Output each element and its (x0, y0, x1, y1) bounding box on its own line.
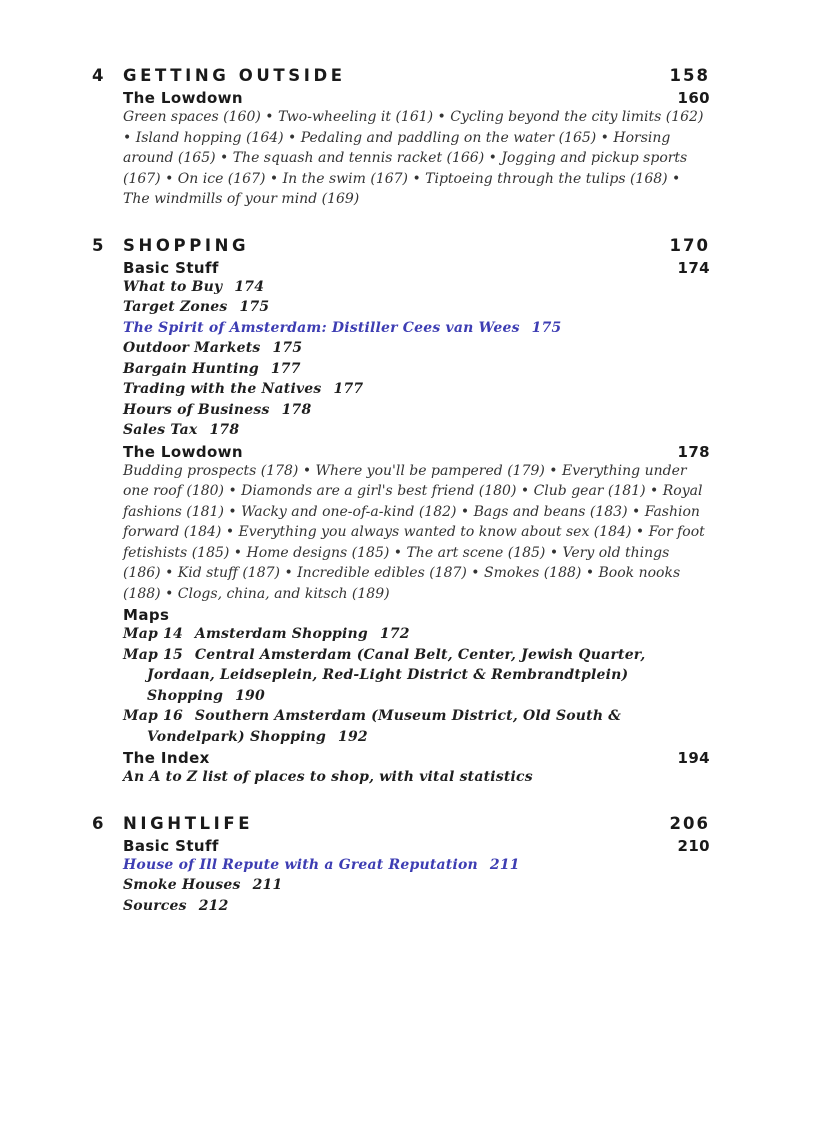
entry-page: 174 (234, 278, 265, 295)
map-entry[interactable] (123, 645, 710, 707)
entry-title: Outdoor Markets (123, 340, 261, 356)
entry-title: House of Ill Repute with a Great Reputation (123, 856, 478, 873)
entry-page: 211 (489, 856, 520, 873)
map-entry[interactable] (123, 706, 710, 747)
entry-title: Hours of Business (123, 401, 270, 418)
map-title: Central Amsterdam (Canal Belt, Center, Jewish Quarter, Jordaan, Leidseplein, Red-Light District & Rembrandtplein) Shopping (147, 646, 646, 704)
lowdown-description: Budding prospects (178) • Where you'll be pampered (179) • Everything under one roof (180) • Diamonds are a girl's best friend (180) • Club gear (181) • Royal fashions (181) • Wacky and one-of-a-kind (182) • Bags and beans (183) • Fashion forward (184) • Everything you always wanted to know about sex (184) • For foot fetishists (185) • Home designs (185) • The art scene (185) • Very old things (186) • Kid stuff (187) • Incredible edibles (187) • Smokes (188) • Book nooks (188) • Clogs, china, and kitsch (189) (123, 462, 705, 602)
chapter-title: NIGHTLIFE (123, 813, 254, 833)
table-of-contents (92, 66, 710, 916)
entry-title: The Spirit of Amsterdam: Distiller Cees van Wees (123, 319, 520, 336)
toc-entry[interactable] (123, 400, 710, 421)
index-description: An A to Z list of places to shop, with vital statistics (123, 769, 533, 785)
chapter-page: 170 (669, 235, 710, 255)
chapter-heading (92, 814, 710, 833)
entry-page: 178 (281, 401, 312, 418)
toc-entry[interactable] (123, 896, 710, 917)
section-heading (123, 259, 710, 277)
chapter-page: 206 (669, 813, 710, 833)
section-label: The Lowdown (123, 89, 244, 107)
section-label: Basic Stuff (123, 836, 219, 855)
chapter-heading (92, 236, 710, 255)
entry-title: Bargain Hunting (123, 360, 259, 377)
chapter-number: 6 (92, 813, 108, 833)
chapter-number: 5 (92, 235, 108, 255)
map-page: 172 (379, 626, 410, 642)
entry-title: Sources (123, 897, 187, 914)
chapter-page: 158 (669, 66, 710, 85)
chapter-title: SHOPPING (123, 235, 250, 255)
section-heading (123, 749, 710, 767)
section-label: Maps (123, 606, 170, 624)
chapter-number: 4 (92, 66, 108, 85)
chapter-heading (92, 66, 710, 85)
map-page: 190 (235, 687, 265, 704)
toc-entry-feature[interactable] (123, 855, 710, 876)
toc-entry[interactable] (123, 338, 710, 359)
toc-entry[interactable] (123, 297, 710, 318)
toc-entry[interactable] (123, 420, 710, 441)
toc-entry[interactable] (123, 277, 710, 298)
section-page: 174 (677, 258, 710, 277)
section-page: 194 (677, 749, 710, 767)
section-label: The Index (123, 749, 210, 767)
section-label: The Lowdown (123, 442, 244, 461)
map-number: Map 16 (123, 708, 183, 724)
map-title: Southern Amsterdam (Museum District, Old South & Vondelpark) Shopping (147, 708, 622, 745)
map-title: Amsterdam Shopping (194, 626, 368, 642)
chapter-title: GETTING OUTSIDE (123, 66, 346, 85)
entry-page: 177 (270, 360, 301, 377)
entry-page: 175 (272, 340, 303, 356)
map-entry[interactable] (123, 624, 710, 645)
section-heading (123, 89, 710, 107)
section-heading (123, 443, 710, 461)
lowdown-description: Green spaces (160) • Two-wheeling it (161) • Cycling beyond the city limits (162) • Island hopping (164) • Pedaling and paddling on the water (165) • Horsing around (165) • The squash and tennis racket (166) • Jogging and pickup sports (167) • On ice (167) • In the swim (167) • Tiptoeing through the tulips (168) • The windmills of your mind (169) (123, 109, 704, 207)
map-page: 192 (338, 728, 368, 745)
entry-page: 178 (209, 422, 240, 438)
entry-page: 175 (239, 299, 270, 315)
entry-page: 175 (531, 319, 562, 336)
toc-entry[interactable] (123, 359, 710, 380)
entry-page: 211 (252, 877, 283, 893)
entry-page: 177 (333, 381, 364, 397)
toc-entry[interactable] (123, 379, 710, 400)
map-number: Map 15 (123, 646, 183, 663)
section-page: 178 (677, 442, 710, 461)
section-page: 160 (677, 89, 710, 107)
section-heading (123, 606, 710, 624)
entry-title: Sales Tax (123, 422, 198, 438)
section-label: Basic Stuff (123, 258, 219, 277)
map-number: Map 14 (123, 626, 183, 642)
entry-title: Trading with the Natives (123, 381, 322, 397)
toc-entry-feature[interactable] (123, 318, 710, 339)
entry-title: Smoke Houses (123, 877, 241, 893)
section-page: 210 (677, 836, 710, 855)
toc-entry[interactable] (123, 875, 710, 896)
entry-title: Target Zones (123, 299, 228, 315)
section-heading (123, 837, 710, 855)
entry-page: 212 (198, 897, 229, 914)
entry-title: What to Buy (123, 278, 223, 295)
